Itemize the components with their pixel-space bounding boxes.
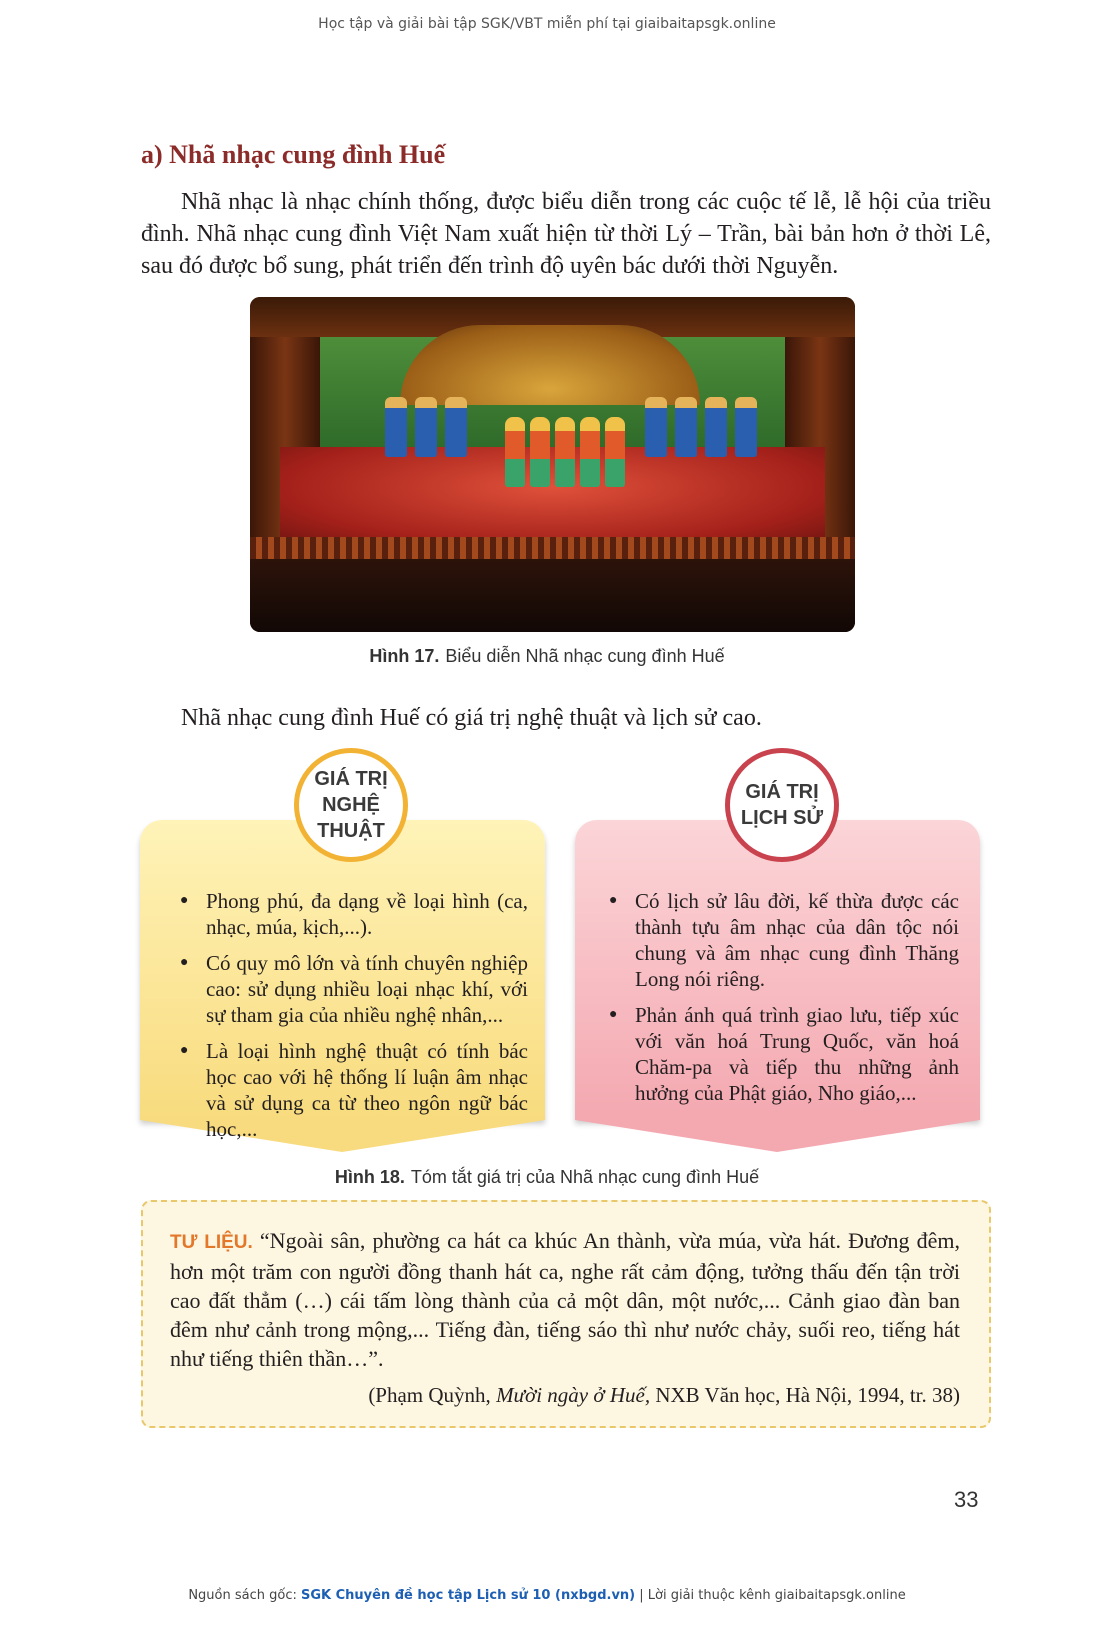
photo-musician [415,397,437,457]
page-number: 33 [954,1487,979,1512]
history-badge-line1: GIÁ TRỊ [745,781,819,803]
photo-dancer [605,417,625,487]
figure-18-text: Tóm tắt giá trị của Nhã nhạc cung đình Huế [410,1167,760,1187]
list-item: ● Là loại hình nghệ thuật có tính bác học cao với hệ thống lí luận âm nhạc và sử dụng ca từ theo ngôn ngữ bác học,... [178,1038,528,1142]
photo-red-stage [280,447,825,547]
list-item: ● Có quy mô lớn và tính chuyên nghiệp cao: sử dụng nhiều loại nhạc khí, với sự tham gia của nhiều nghệ nhân,... [178,950,528,1028]
photo-musician [675,397,697,457]
art-value-list [178,888,528,1152]
cite-title: Mười ngày ở Huế, [496,1383,651,1407]
photo-musician [385,397,407,457]
footer-note [0,1588,1094,1603]
photo-railing [250,537,855,559]
footer-book-link[interactable]: SGK Chuyên đề học tập Lịch sử 10 (nxbgd.vn) [301,1588,636,1603]
list-item: ● Phản ánh quá trình giao lưu, tiếp xúc với văn hoá Trung Quốc, văn hoá Chăm-pa và tiếp thu những ảnh hưởng của Phật giáo, Nho giáo,... [607,1002,959,1106]
source-citation [170,1383,960,1408]
history-value-list [607,888,959,1116]
photo-dancer [530,417,550,487]
figure-17-label: Hình 17. [369,646,440,666]
photo-musician [445,397,467,457]
figure-17-caption [0,646,1094,667]
figure-18-caption [0,1167,1094,1188]
photo-dancer [555,417,575,487]
photo-dancer [505,417,525,487]
values-intro-paragraph: Nhã nhạc cung đình Huế có giá trị nghệ thuật và lịch sử cao. [181,705,762,731]
art-badge-line1: GIÁ TRỊ [314,768,388,790]
intro-paragraph: Nhã nhạc là nhạc chính thống, được biểu diễn trong các cuộc tế lễ, lễ hội của triều đình. Nhã nhạc cung đình Việt Nam xuất hiện từ thời Lý – Trần, bài bản hơn ở thời Lê, sau đó được bổ sung, phát triển đến trình độ uyên bác dưới thời Nguyễn. [141,189,991,279]
photo-musician [705,397,727,457]
list-item: ● Có lịch sử lâu đời, kế thừa được các thành tựu âm nhạc của dân tộc nói chung và âm nhạc cung đình Thăng Long nói riêng. [607,888,959,992]
figure-17-photo [250,297,855,632]
figure-18-label: Hình 18. [334,1167,405,1187]
art-value-badge [294,748,408,862]
photo-dancer [580,417,600,487]
source-quote [170,1226,960,1373]
section-title: a) Nhã nhạc cung đình Huế [141,140,446,169]
cite-author: (Phạm Quỳnh, [368,1383,491,1407]
photo-golden-arch [400,325,700,405]
photo-audience [250,559,855,632]
history-value-badge [725,748,839,862]
history-panel-arrow [575,1120,980,1152]
source-quote-text: “Ngoài sân, phường ca hát ca khúc An thành, vừa múa, vừa hát. Đương đêm, hơn một trăm con người đồng thanh hát ca, nghe rất cảm động, tưởng thấu đến tận trời cao đất thẳm (…) cái tấm lòng thành của cả một dân, một nước,... Cảnh giao đàn ban đêm như cảnh trong mộng,... Tiếng đàn, tiếng sáo thì như nước chảy, suối reo, tiếng hát như tiếng thiên thần…”. [170,1228,960,1371]
footer-suffix: | Lời giải thuộc kênh giaibaitapsgk.online [639,1588,906,1603]
list-item: ● Phong phú, đa dạng về loại hình (ca, nhạc, múa, kịch,...). [178,888,528,940]
art-badge-line2: NGHỆ THUẬT [317,794,385,842]
figure-17-text: Biểu diễn Nhã nhạc cung đình Huế [445,646,725,666]
photo-musician [645,397,667,457]
header-note: Học tập và giải bài tập SGK/VBT miễn phí tại giaibaitapsgk.online [318,16,776,32]
footer-prefix: Nguồn sách gốc: [188,1588,297,1603]
cite-rest: NXB Văn học, Hà Nội, 1994, tr. 38) [655,1383,960,1407]
photo-musician [735,397,757,457]
source-label: TƯ LIỆU. [170,1232,253,1253]
history-badge-line2: LỊCH SỬ [740,807,824,829]
